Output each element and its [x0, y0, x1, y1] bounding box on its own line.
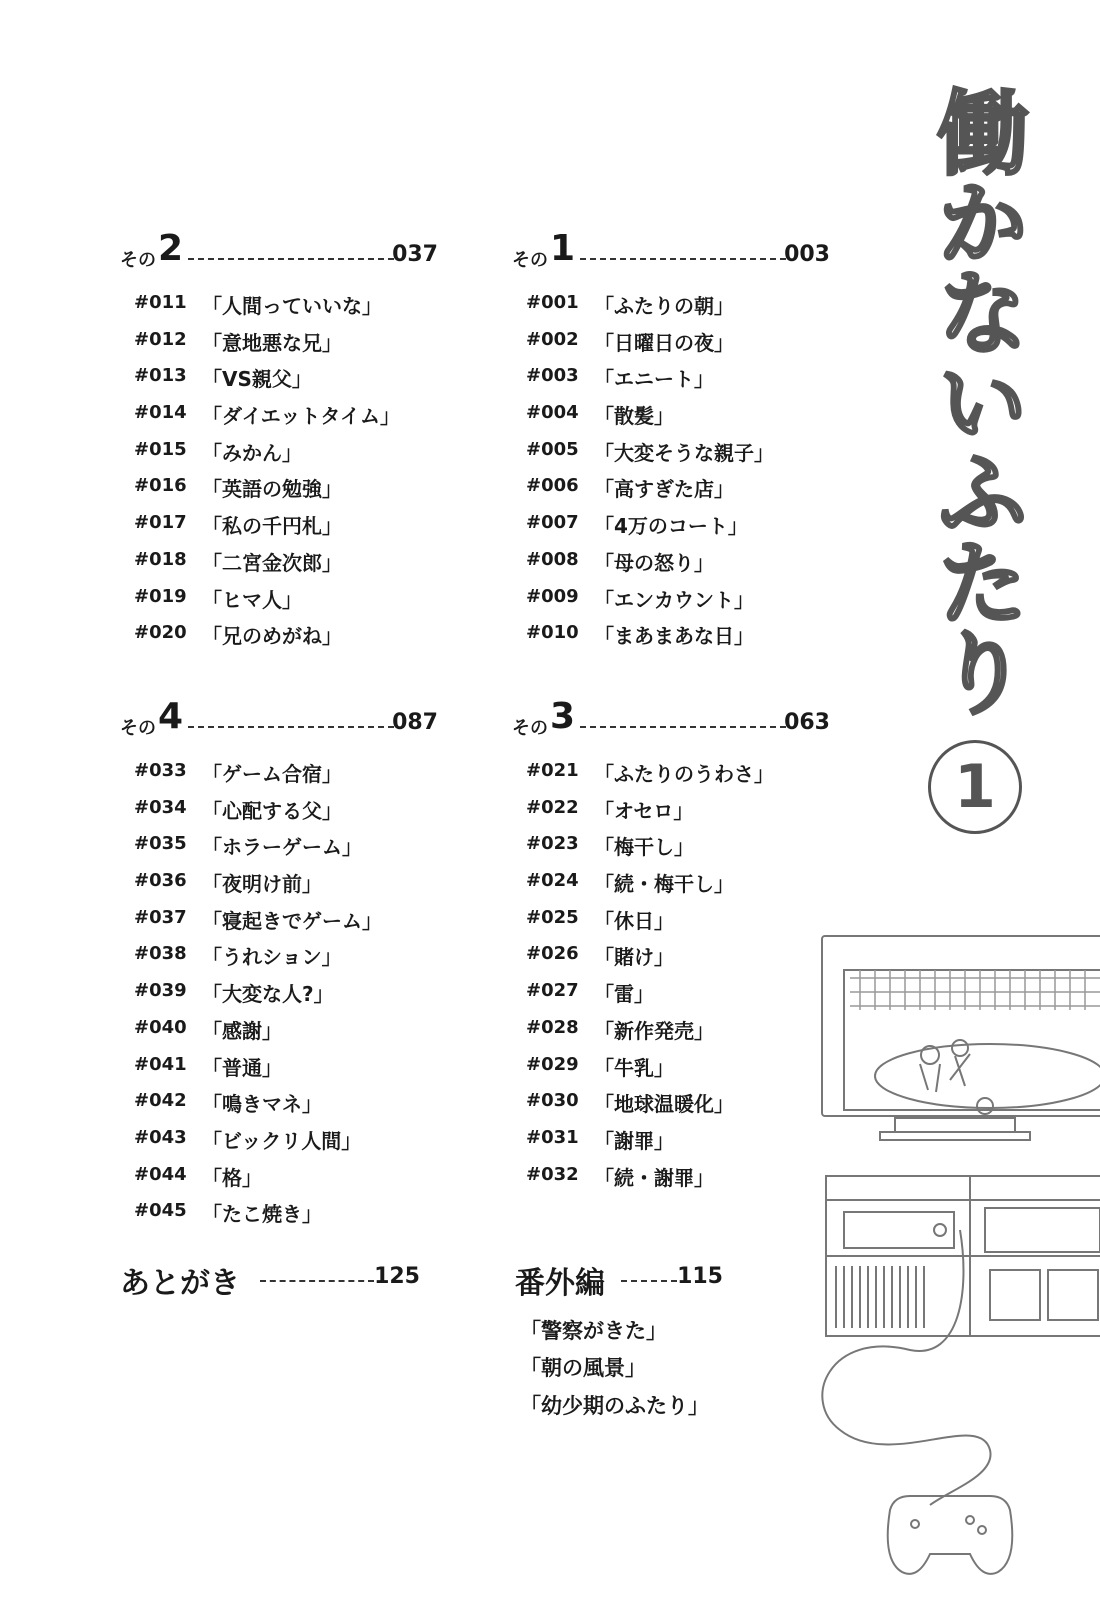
extras-page: 115 [677, 1264, 723, 1289]
episode-number: #023 [526, 833, 579, 855]
episode-title: 「謝罪」 [594, 1128, 674, 1153]
episode-number: #037 [134, 906, 187, 928]
episode-number: #043 [134, 1126, 187, 1148]
episode-row[interactable] [120, 361, 438, 398]
episode-title: 「雷」 [594, 982, 654, 1007]
episode-row[interactable] [120, 288, 438, 325]
leader-dots [580, 726, 786, 728]
episode-title: 「4万のコート」 [594, 514, 748, 539]
volume-number-badge: 1 [928, 740, 1022, 834]
episode-row[interactable] [512, 582, 830, 619]
episode-row[interactable] [120, 939, 438, 976]
episode-title: 「寝起きでゲーム」 [202, 908, 382, 933]
episode-row[interactable] [512, 398, 830, 435]
episode-title: 「意地悪な兄」 [202, 330, 342, 355]
episode-row[interactable] [512, 939, 830, 976]
episode-number: #026 [526, 943, 579, 965]
episode-title: 「オセロ」 [594, 798, 694, 823]
episode-row[interactable] [512, 1050, 830, 1087]
episode-row[interactable] [512, 1013, 830, 1050]
episode-number: #018 [134, 548, 187, 570]
episode-title: 「英語の勉強」 [202, 477, 342, 502]
controller-cable [822, 1230, 990, 1505]
episode-row[interactable] [512, 325, 830, 362]
episode-title: 「ヒマ人」 [202, 587, 302, 612]
section-2 [120, 228, 438, 655]
episode-number: #003 [526, 365, 579, 387]
section-4 [120, 696, 438, 1233]
episode-row[interactable] [120, 866, 438, 903]
episode-number: #031 [526, 1126, 579, 1148]
episode-title: 「大変そうな親子」 [594, 440, 774, 465]
afterword-page: 125 [374, 1264, 420, 1289]
episode-title: 「ふたりの朝」 [594, 294, 734, 318]
episode-number: #005 [526, 438, 579, 460]
episode-number: #017 [134, 512, 187, 534]
section-prefix: その [120, 250, 156, 271]
episode-title: 「人間っていいな」 [202, 294, 382, 318]
leader-dots [188, 726, 394, 728]
episode-number: #036 [134, 870, 187, 892]
episode-title: 「高すぎた店」 [594, 477, 734, 502]
episode-number: #004 [526, 402, 579, 424]
episode-row[interactable] [120, 1050, 438, 1087]
episode-row[interactable] [512, 435, 830, 472]
episode-number: #027 [526, 980, 579, 1002]
game-controller [888, 1496, 1013, 1574]
section-page: 037 [392, 242, 438, 267]
section-prefix: その [120, 718, 156, 739]
episode-number: #032 [526, 1163, 579, 1185]
episode-row[interactable] [120, 618, 438, 655]
episode-title: 「牛乳」 [594, 1055, 674, 1080]
episode-row[interactable] [120, 1196, 438, 1233]
leader-dots [188, 258, 394, 260]
episode-number: #013 [134, 365, 187, 387]
afterword-entry[interactable] [120, 1258, 420, 1301]
episode-number: #041 [134, 1053, 187, 1075]
episode-title: 「みかん」 [202, 440, 302, 465]
episode-row[interactable] [120, 1160, 438, 1197]
episode-title: 「うれション」 [202, 945, 342, 970]
episode-row[interactable] [512, 545, 830, 582]
section-3 [512, 696, 830, 1196]
book-title: 働かないふたり [922, 85, 1029, 715]
episode-row[interactable] [120, 1013, 438, 1050]
extras-label: 番外編 [515, 1266, 605, 1301]
episode-title: 「心配する父」 [202, 798, 342, 823]
episode-title: 「エンカウント」 [594, 587, 754, 612]
episode-row[interactable] [120, 545, 438, 582]
episode-title: 「日曜日の夜」 [594, 330, 734, 355]
tv-screen [822, 936, 1100, 1116]
leader-dots [260, 1280, 374, 1282]
extra-story[interactable]: 「警察がきた」 [520, 1319, 667, 1343]
extra-story[interactable]: 「朝の風景」 [520, 1356, 646, 1380]
episode-row[interactable] [512, 1086, 830, 1123]
section-page: 087 [392, 710, 438, 735]
episode-title: 「賭け」 [594, 945, 674, 970]
episode-title: 「ビックリ人間」 [202, 1128, 362, 1153]
episode-title: 「梅干し」 [594, 835, 694, 860]
episode-title: 「VS親父」 [202, 367, 312, 392]
section-prefix: その [512, 250, 548, 271]
episode-title: 「格」 [202, 1165, 262, 1190]
episode-number: #025 [526, 906, 579, 928]
section-heading[interactable] [512, 228, 830, 272]
episode-row[interactable] [120, 1123, 438, 1160]
section-number: 3 [550, 696, 576, 737]
episode-number: #001 [526, 292, 579, 313]
episode-title: 「ダイエットタイム」 [202, 404, 400, 429]
episode-title: 「私の千円札」 [202, 514, 342, 539]
episode-row[interactable] [512, 756, 830, 793]
section-heading[interactable] [120, 696, 438, 740]
episode-number: #010 [526, 622, 579, 644]
episode-number: #024 [526, 870, 579, 892]
section-page: 063 [784, 710, 830, 735]
episode-number: #033 [134, 760, 187, 781]
episode-title: 「母の怒り」 [594, 550, 714, 575]
episode-number: #028 [526, 1016, 579, 1038]
episode-title: 「続・梅干し」 [594, 872, 734, 897]
section-number: 2 [158, 228, 184, 269]
episode-title: 「鳴きマネ」 [202, 1092, 322, 1117]
section-heading[interactable] [512, 696, 830, 740]
episode-title: 「エニート」 [594, 367, 714, 392]
section-1 [512, 228, 830, 655]
episode-number: #021 [526, 760, 579, 781]
episode-title: 「ふたりのうわさ」 [594, 762, 774, 786]
episode-row[interactable] [512, 471, 830, 508]
episode-number: #014 [134, 402, 187, 424]
episode-row[interactable] [120, 435, 438, 472]
episode-number: #044 [134, 1163, 187, 1185]
episode-number: #015 [134, 438, 187, 460]
episode-title: 「兄のめがね」 [202, 624, 342, 649]
episode-row[interactable] [120, 1086, 438, 1123]
extras-entry[interactable] [515, 1258, 723, 1301]
episode-number: #030 [526, 1090, 579, 1112]
episode-number: #016 [134, 475, 187, 497]
episode-number: #035 [134, 833, 187, 855]
episode-row[interactable] [120, 829, 438, 866]
crowd [850, 970, 1100, 1010]
extra-story[interactable]: 「幼少期のふたり」 [520, 1394, 709, 1418]
episode-number: #007 [526, 512, 579, 534]
episode-number: #011 [134, 292, 187, 313]
episode-number: #029 [526, 1053, 579, 1075]
episode-title: 「ゲーム合宿」 [202, 762, 342, 786]
episode-row[interactable] [512, 508, 830, 545]
section-number: 1 [550, 228, 576, 269]
section-page: 003 [784, 242, 830, 267]
episode-row[interactable] [512, 976, 830, 1013]
episode-row[interactable] [512, 618, 830, 655]
episode-title: 「普通」 [202, 1055, 282, 1080]
episode-number: #012 [134, 328, 187, 350]
episode-number: #008 [526, 548, 579, 570]
episode-title: 「まあまあな日」 [594, 624, 754, 649]
episode-number: #040 [134, 1016, 187, 1038]
episode-row[interactable] [120, 325, 438, 362]
episode-title: 「続・謝罪」 [594, 1165, 714, 1190]
section-number: 4 [158, 696, 184, 737]
episode-number: #039 [134, 980, 187, 1002]
leader-dots [580, 258, 786, 260]
episode-title: 「夜明け前」 [202, 872, 322, 897]
episode-title: 「地球温暖化」 [594, 1092, 734, 1117]
episode-row[interactable] [120, 793, 438, 830]
episode-row[interactable] [120, 398, 438, 435]
episode-title: 「二宮金次郎」 [202, 550, 342, 575]
episode-number: #002 [526, 328, 579, 350]
episode-row[interactable] [120, 903, 438, 940]
episode-row[interactable] [512, 829, 830, 866]
episode-number: #038 [134, 943, 187, 965]
episode-number: #009 [526, 585, 579, 607]
episode-row[interactable] [512, 288, 830, 325]
episode-title: 「散髪」 [594, 404, 674, 429]
episode-number: #006 [526, 475, 579, 497]
episode-row[interactable] [512, 361, 830, 398]
episode-title: 「大変な人?」 [202, 982, 334, 1007]
section-heading[interactable] [120, 228, 438, 272]
episode-number: #019 [134, 585, 187, 607]
episode-row[interactable] [512, 1123, 830, 1160]
episode-title: 「たこ焼き」 [202, 1202, 322, 1227]
episode-row[interactable] [120, 976, 438, 1013]
episode-title: 「感謝」 [202, 1018, 282, 1043]
episode-title: 「休日」 [594, 908, 674, 933]
episode-row[interactable] [120, 471, 438, 508]
episode-row[interactable] [512, 866, 830, 903]
episode-title: 「新作発売」 [594, 1018, 714, 1043]
episode-number: #042 [134, 1090, 187, 1112]
episode-row[interactable] [120, 508, 438, 545]
episode-title: 「ホラーゲーム」 [202, 835, 362, 860]
episode-row[interactable] [120, 756, 438, 793]
section-prefix: その [512, 718, 548, 739]
episode-number: #045 [134, 1200, 187, 1222]
episode-number: #034 [134, 796, 187, 818]
afterword-label: あとがき [120, 1266, 240, 1301]
tv-cabinet-illustration [800, 930, 1100, 1590]
episode-row[interactable] [512, 903, 830, 940]
episode-row[interactable] [512, 1160, 830, 1197]
leader-dots [621, 1280, 677, 1282]
episode-row[interactable] [120, 582, 438, 619]
episode-number: #020 [134, 622, 187, 644]
episode-number: #022 [526, 796, 579, 818]
episode-row[interactable] [512, 793, 830, 830]
